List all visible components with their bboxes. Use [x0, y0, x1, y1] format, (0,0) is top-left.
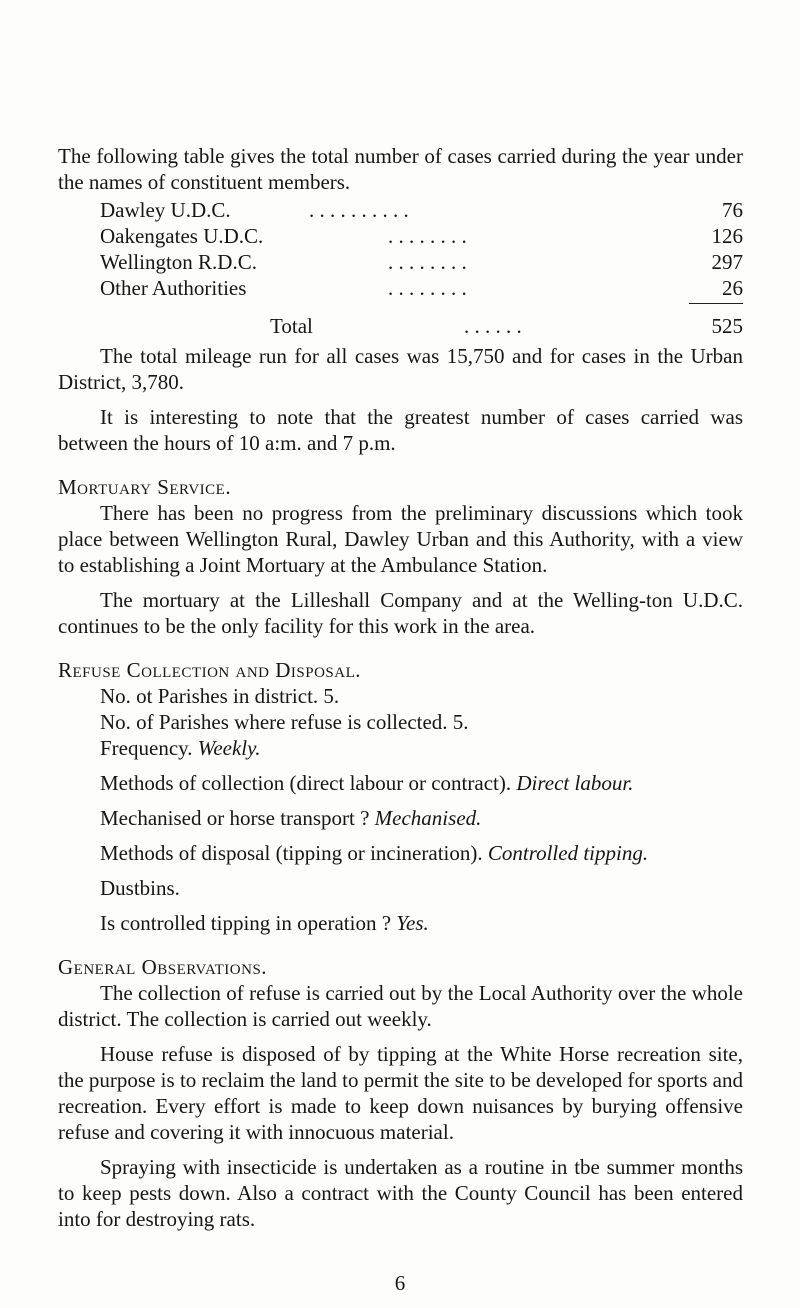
disposal-value: Controlled tipping. [487, 841, 649, 865]
row-value: 126 [711, 224, 743, 248]
disposal-line [58, 840, 743, 866]
general-paragraph: The collection of refuse is carried out by the Local Authority over the whole district. The collection is carried out weekly. [58, 981, 743, 1031]
methods-collection-line [58, 770, 743, 796]
frequency-label: Frequency. [100, 736, 193, 760]
leader-dots: . . . . . . . . [388, 224, 467, 248]
table-row [58, 249, 743, 275]
transport-line [58, 805, 743, 831]
row-name: Dawley U.D.C. [100, 198, 231, 222]
leader-dots: . . . . . . . . . . [309, 198, 409, 222]
total-label: Total [270, 314, 313, 338]
leader-dots: . . . . . . . . [388, 276, 467, 300]
interesting-paragraph: It is interesting to note that the greatest number of cases carried was between the hours of 10 a:m. and 7 p.m. [58, 405, 743, 455]
general-paragraph: Spraying with insecticide is undertaken as a routine in tbe summer months to keep pests down. Also a contract with the County Council has been entered into for destroying rats. [58, 1155, 743, 1231]
table-row [58, 197, 743, 223]
cases-table [58, 197, 743, 343]
refuse-heading: Refuse Collection and Disposal. [58, 658, 362, 682]
leader-dots: . . . . . . . . [388, 250, 467, 274]
total-rule [58, 301, 743, 309]
disposal-label: Methods of disposal (tipping or incineration). [100, 841, 483, 865]
row-value: 297 [711, 250, 743, 274]
mortuary-paragraph: There has been no progress from the preliminary discussions which took place between Wellington Rural, Dawley Urban and this Authority, with a view to establishing a Joint Mortuary at the Ambulance Station. [58, 501, 743, 577]
row-name: Wellington R.D.C. [100, 250, 257, 274]
table-row [58, 223, 743, 249]
row-value: 26 [722, 276, 743, 300]
intro-paragraph: The following table gives the total number of cases carried during the year under the names of constituent members. [58, 144, 743, 194]
table-row [58, 275, 743, 301]
total-value: 525 [711, 314, 743, 338]
methods-collection-label: Methods of collection (direct labour or contract). [100, 771, 512, 795]
methods-collection-value: Direct labour. [516, 771, 634, 795]
leader-dots: . . . . . . [464, 314, 522, 338]
controlled-label: Is controlled tipping in operation ? [100, 911, 392, 935]
frequency-value: Weekly. [197, 736, 261, 760]
row-name: Other Authorities [100, 276, 247, 300]
total-row [58, 313, 743, 343]
transport-value: Mechanised. [374, 806, 482, 830]
general-heading: General Observations. [58, 955, 268, 979]
row-name: Oakengates U.D.C. [100, 224, 264, 248]
transport-label: Mechanised or horse transport ? [100, 806, 370, 830]
row-value: 76 [722, 198, 743, 222]
controlled-line [58, 910, 743, 936]
parishes-collected-line: No. of Parishes where refuse is collected. 5. [100, 710, 469, 734]
frequency-line [58, 735, 743, 761]
mortuary-paragraph: The mortuary at the Lilleshall Company and at the Welling-ton U.D.C. continues to be the only facility for this work in the area. [58, 588, 743, 638]
page-number: 6 [394, 1271, 406, 1295]
page-content [58, 143, 743, 1232]
controlled-value: Yes. [396, 911, 429, 935]
mileage-paragraph: The total mileage run for all cases was 15,750 and for cases in the Urban District, 3,780. [58, 344, 743, 394]
general-paragraph: House refuse is disposed of by tipping at the White Horse recreation site, the purpose is to reclaim the land to permit the site to be developed for sports and recreation. Every effort is made to keep down nuisances by burying offensive refuse and covering it with innocuous material. [58, 1042, 743, 1144]
mortuary-heading: Mortuary Service. [58, 475, 232, 499]
dustbins-line: Dustbins. [100, 876, 180, 900]
parishes-line: No. ot Parishes in district. 5. [100, 684, 340, 708]
